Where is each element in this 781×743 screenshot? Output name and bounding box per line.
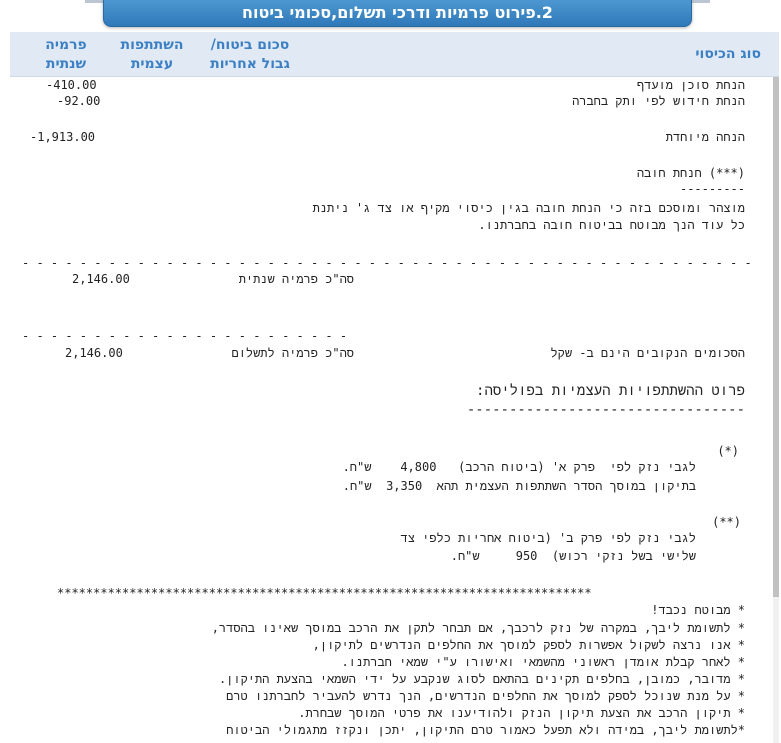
special-discount-amount: -1,913.00 (30, 130, 96, 144)
notice-line: * לתשומת ליבך, במקרה של נזק לרכבך, אם תבחר לתקן את הרכב במוסך שאינו בהסדר, (211, 621, 745, 635)
annual-total-amount: 2,146.00 (72, 272, 130, 286)
deductible-part-a: לגבי נזק לפי פרק א' (ביטוח הרכב) 4,800 ש"ח. (342, 460, 696, 474)
annual-total-label: סה"כ פרמיה שנתית (238, 272, 354, 286)
header-sum-insured: סכום ביטוח/ גבול אחריות (210, 37, 290, 72)
mandatory-discount-text: מוצהר ומוסכם בזה כי הנחת חובה בגין כיסוי מקיף או צד ג' ניתנת (312, 201, 745, 215)
discount-amount: -92.00 (57, 94, 101, 108)
header-deductible: השתתפות עצמית (120, 37, 184, 72)
deductibles-heading-underline: --------------------------------- (466, 402, 745, 418)
payment-total-amount: 2,146.00 (65, 346, 123, 360)
notice-line: *לתשומת ליבך, במידה ולא תפעל כאמור טרם התיקון, יתכן ונקזז מתגמולי הביטוח (226, 723, 745, 737)
deductibles-heading: פרוט ההשתתפויות העצמיות בפוליסה: (476, 383, 745, 399)
mandatory-discount-text: כל עוד הנך מבוטח בביטוח חובה בחברתנו. (478, 218, 745, 232)
mandatory-discount-underline: --------- (679, 182, 745, 196)
deductible-part-b: לגבי נזק לפי פרק ב' (ביטוח אחריות כלפי צד (400, 531, 696, 545)
currency-note: הסכומים הנקובים הינם ב- שקל (550, 346, 745, 360)
special-discount-label: הנחה מיוחדת (665, 130, 745, 144)
notice-line: * אנו נרצה לשקול אפשרות לספק למוסך את החלפים הנדרשים לתיקון, (312, 638, 745, 652)
notice-stars: ************************************************************************** (57, 586, 592, 600)
mandatory-discount-title: (***) חנחת חובה (636, 166, 745, 180)
deductible-marker-b: (**) (712, 515, 741, 529)
notice-line: * מדובר, כמובן, בחלפים תקינים בהתאם לסוג שנקבע על ידי השמאי בהצעת התיקון. (218, 672, 745, 686)
discount-label: הנחת חידוש לפי ותק בחברה (572, 94, 745, 108)
deductible-part-b: שלישי בשל נזקי רכוש) 950 ש"ח. (450, 549, 696, 563)
header-coverage-type: סוג הכיסוי (695, 46, 761, 62)
notice-line: * תיקון הרכב את הצעת תיקון הנזק ולהודיענו את פרטי המוסך שבחרת. (298, 706, 745, 720)
discount-label: הנחת סוכן מועדף (636, 78, 745, 92)
deductible-marker-a: (*) (717, 444, 739, 458)
scrollbar-thumb[interactable] (773, 77, 779, 597)
table-header (10, 32, 779, 77)
section-title: 2.פירוט פרמיות ודרכי תשלום,סכומי ביטוח (103, 0, 692, 27)
header-annual-premium: פרמיה שנתית (45, 37, 87, 72)
notice-line: * לאחר קבלת אומדן ראשוני מהשמאי ואישורו ע"י שמאי חברתנו. (341, 655, 745, 669)
deductible-part-a: בתיקון במוסך הסדר השתתפות העצמית תהא 3,350 ש"ח. (342, 479, 696, 493)
payment-total-label: סה"כ פרמיה לתשלום (231, 346, 354, 360)
separator-short: - - - - - - - - - - - - - - - - - - - - - - - (22, 329, 348, 343)
notice-line: * על מנת שנוכל לספק למוסך את החלפים הנדרשים, הנך נדרש להעביר לחברתנו טרם (226, 689, 745, 703)
separator-long: - - - - - - - - - - - - - - - - - - - - - - - - - - - - - - - - - - - - - - - - - - - - - - - - - - - (22, 256, 752, 270)
notice-line: * מבוטח נכבד! (651, 603, 745, 617)
discount-amount: -410.00 (46, 78, 97, 92)
